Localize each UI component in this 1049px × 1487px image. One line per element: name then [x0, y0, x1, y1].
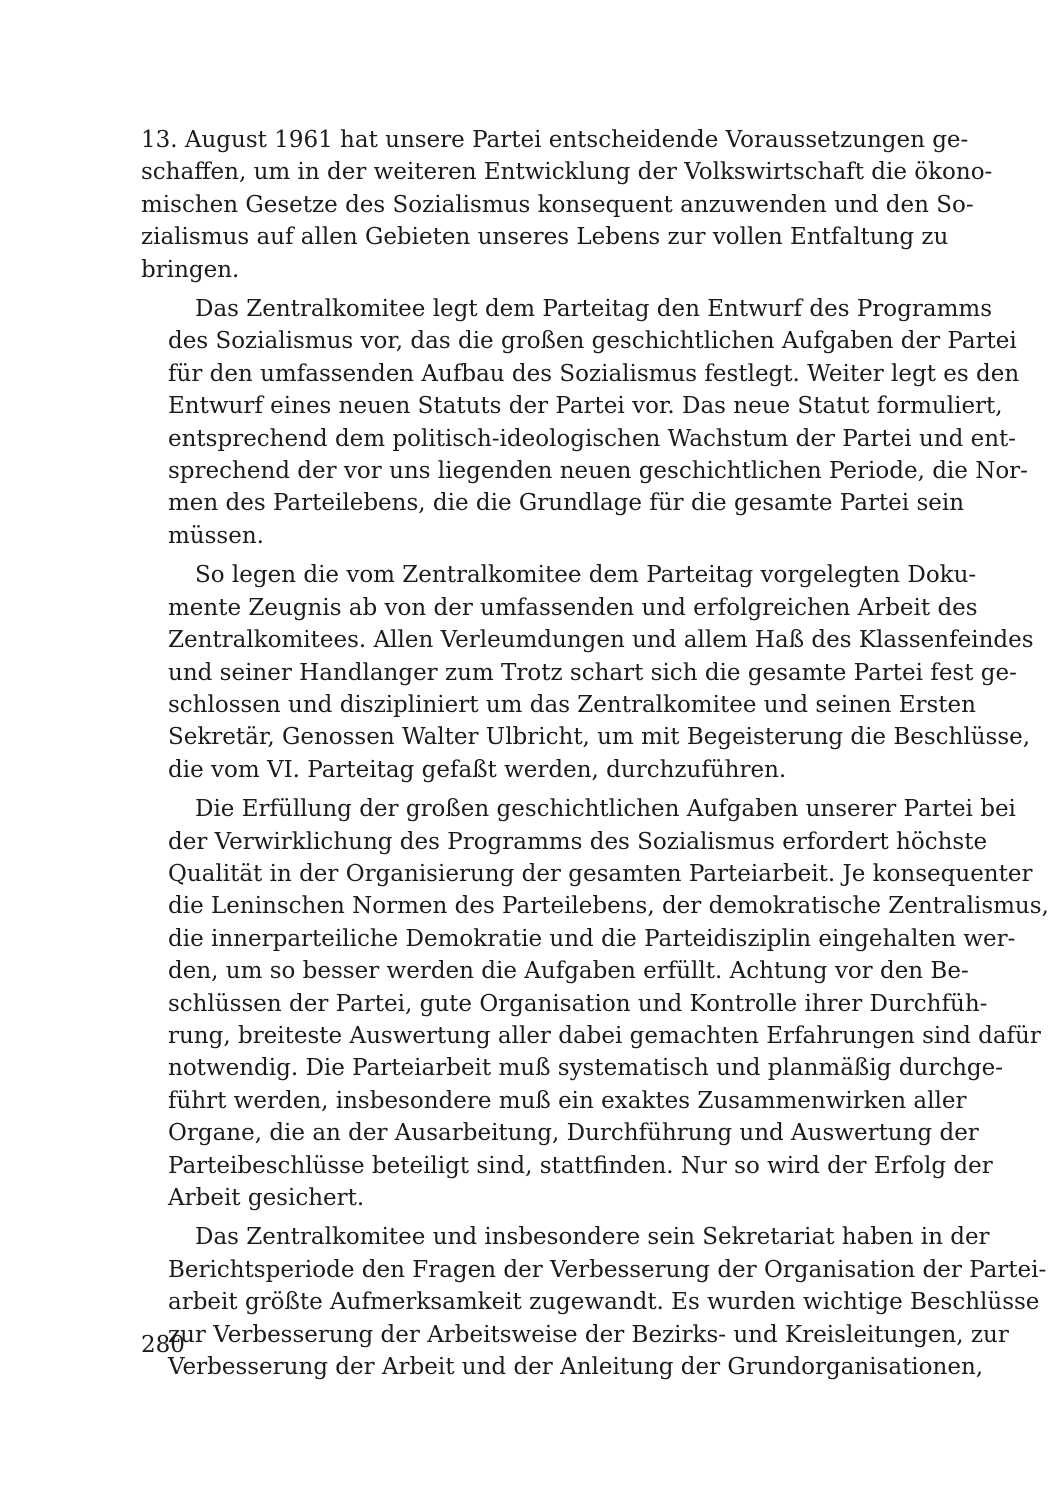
text-line: des Sozialismus vor, das die großen geschichtlichen Aufgaben der Partei — [168, 328, 1017, 355]
text-line: Das Zentralkomitee legt dem Parteitag den Entwurf des Programms — [195, 296, 992, 323]
text-line: der Verwirklichung des Programms des Sozialismus erfordert höchste — [168, 828, 988, 855]
text-line: schlüssen der Partei, gute Organisation und Kontrolle ihrer Durchfüh- — [168, 990, 988, 1017]
text-line: den, um so besser werden die Aufgaben erfüllt. Achtung vor den Be- — [168, 958, 969, 985]
text-line: entsprechend dem politisch-ideologischen Wachstum der Partei und ent- — [168, 425, 1017, 452]
text-line: Qualität in der Organisierung der gesamten Parteiarbeit. Je konsequenter — [168, 860, 1033, 887]
text-line: zialismus auf allen Gebieten unseres Lebens zur vollen Entfaltung zu — [141, 224, 949, 251]
paragraph-4 — [141, 793, 1049, 1214]
text-line: Berichtsperiode den Fragen der Verbesserung der Organisation der Partei- — [168, 1256, 1047, 1283]
text-line: bringen. — [141, 256, 240, 283]
text-line: schlossen und diszipliniert um das Zentralkomitee und seinen Ersten — [168, 691, 976, 718]
text-line: führt werden, insbesondere muß ein exaktes Zusammenwirken aller — [168, 1087, 967, 1114]
text-line: die innerparteiliche Demokratie und die Parteidisziplin eingehalten wer- — [168, 925, 1016, 952]
paragraph-2 — [141, 293, 1028, 552]
text-line: Verbesserung der Arbeit und der Anleitung der Grundorganisationen, — [168, 1354, 984, 1381]
text-line: Entwurf eines neuen Statuts der Partei vor. Das neue Statut formuliert, — [168, 393, 1003, 420]
body-text — [141, 124, 1049, 1383]
text-line: notwendig. Die Parteiarbeit muß systematisch und planmäßig durchge- — [168, 1055, 1004, 1082]
paragraph-1 — [141, 124, 993, 286]
text-line: rung, breiteste Auswertung aller dabei gemachten Erfahrungen sind dafür — [168, 1022, 1041, 1049]
text-line: Das Zentralkomitee und insbesondere sein Sekretariat haben in der — [195, 1224, 990, 1251]
text-line: mischen Gesetze des Sozialismus konsequent anzuwenden und den So- — [141, 191, 974, 218]
paragraph-5 — [141, 1221, 1047, 1383]
text-line: arbeit größte Aufmerksamkeit zugewandt. Es wurden wichtige Beschlüsse — [168, 1289, 1040, 1316]
text-line: Sekretär, Genossen Walter Ulbricht, um mit Begeisterung die Beschlüsse, — [168, 724, 1031, 751]
text-line: für den umfassenden Aufbau des Sozialismus festlegt. Weiter legt es den — [168, 360, 1020, 387]
text-line: die vom VI. Parteitag gefaßt werden, durchzuführen. — [168, 756, 787, 783]
text-line: die Leninschen Normen des Parteilebens, der demokratische Zentralismus, — [168, 893, 1049, 920]
text-line: müssen. — [168, 522, 264, 549]
text-line: Zentralkomitees. Allen Verleumdungen und allem Haß des Klassenfeindes — [168, 627, 1034, 654]
text-line: Arbeit gesichert. — [168, 1185, 365, 1211]
text-line: und seiner Handlanger zum Trotz schart sich die gesamte Partei fest ge- — [168, 659, 1017, 686]
paragraph-3 — [141, 559, 1034, 786]
text-line: men des Parteilebens, die die Grundlage für die gesamte Partei sein — [168, 490, 965, 517]
text-line: mente Zeugnis ab von der umfassenden und erfolgreichen Arbeit des — [168, 594, 978, 621]
text-line: schaffen, um in der weiteren Entwicklung der Volkswirtschaft die ökono- — [141, 159, 993, 186]
text-line: Parteibeschlüsse beteiligt sind, stattfinden. Nur so wird der Erfolg der — [168, 1152, 993, 1179]
text-line: Organe, die an der Ausarbeitung, Durchführung und Auswertung der — [168, 1120, 979, 1147]
text-line: So legen die vom Zentralkomitee dem Parteitag vorgelegten Doku- — [195, 562, 977, 589]
text-line: zur Verbesserung der Arbeitsweise der Bezirks- und Kreisleitungen, zur — [168, 1321, 1009, 1348]
text-line: 13. August 1961 hat unsere Partei entscheidende Voraussetzungen ge- — [141, 127, 969, 153]
text-line: sprechend der vor uns liegenden neuen geschichtlichen Periode, die Nor- — [168, 458, 1028, 485]
page-number: 280 — [141, 1332, 185, 1358]
text-line: Die Erfüllung der großen geschichtlichen Aufgaben unserer Partei bei — [195, 796, 1016, 823]
